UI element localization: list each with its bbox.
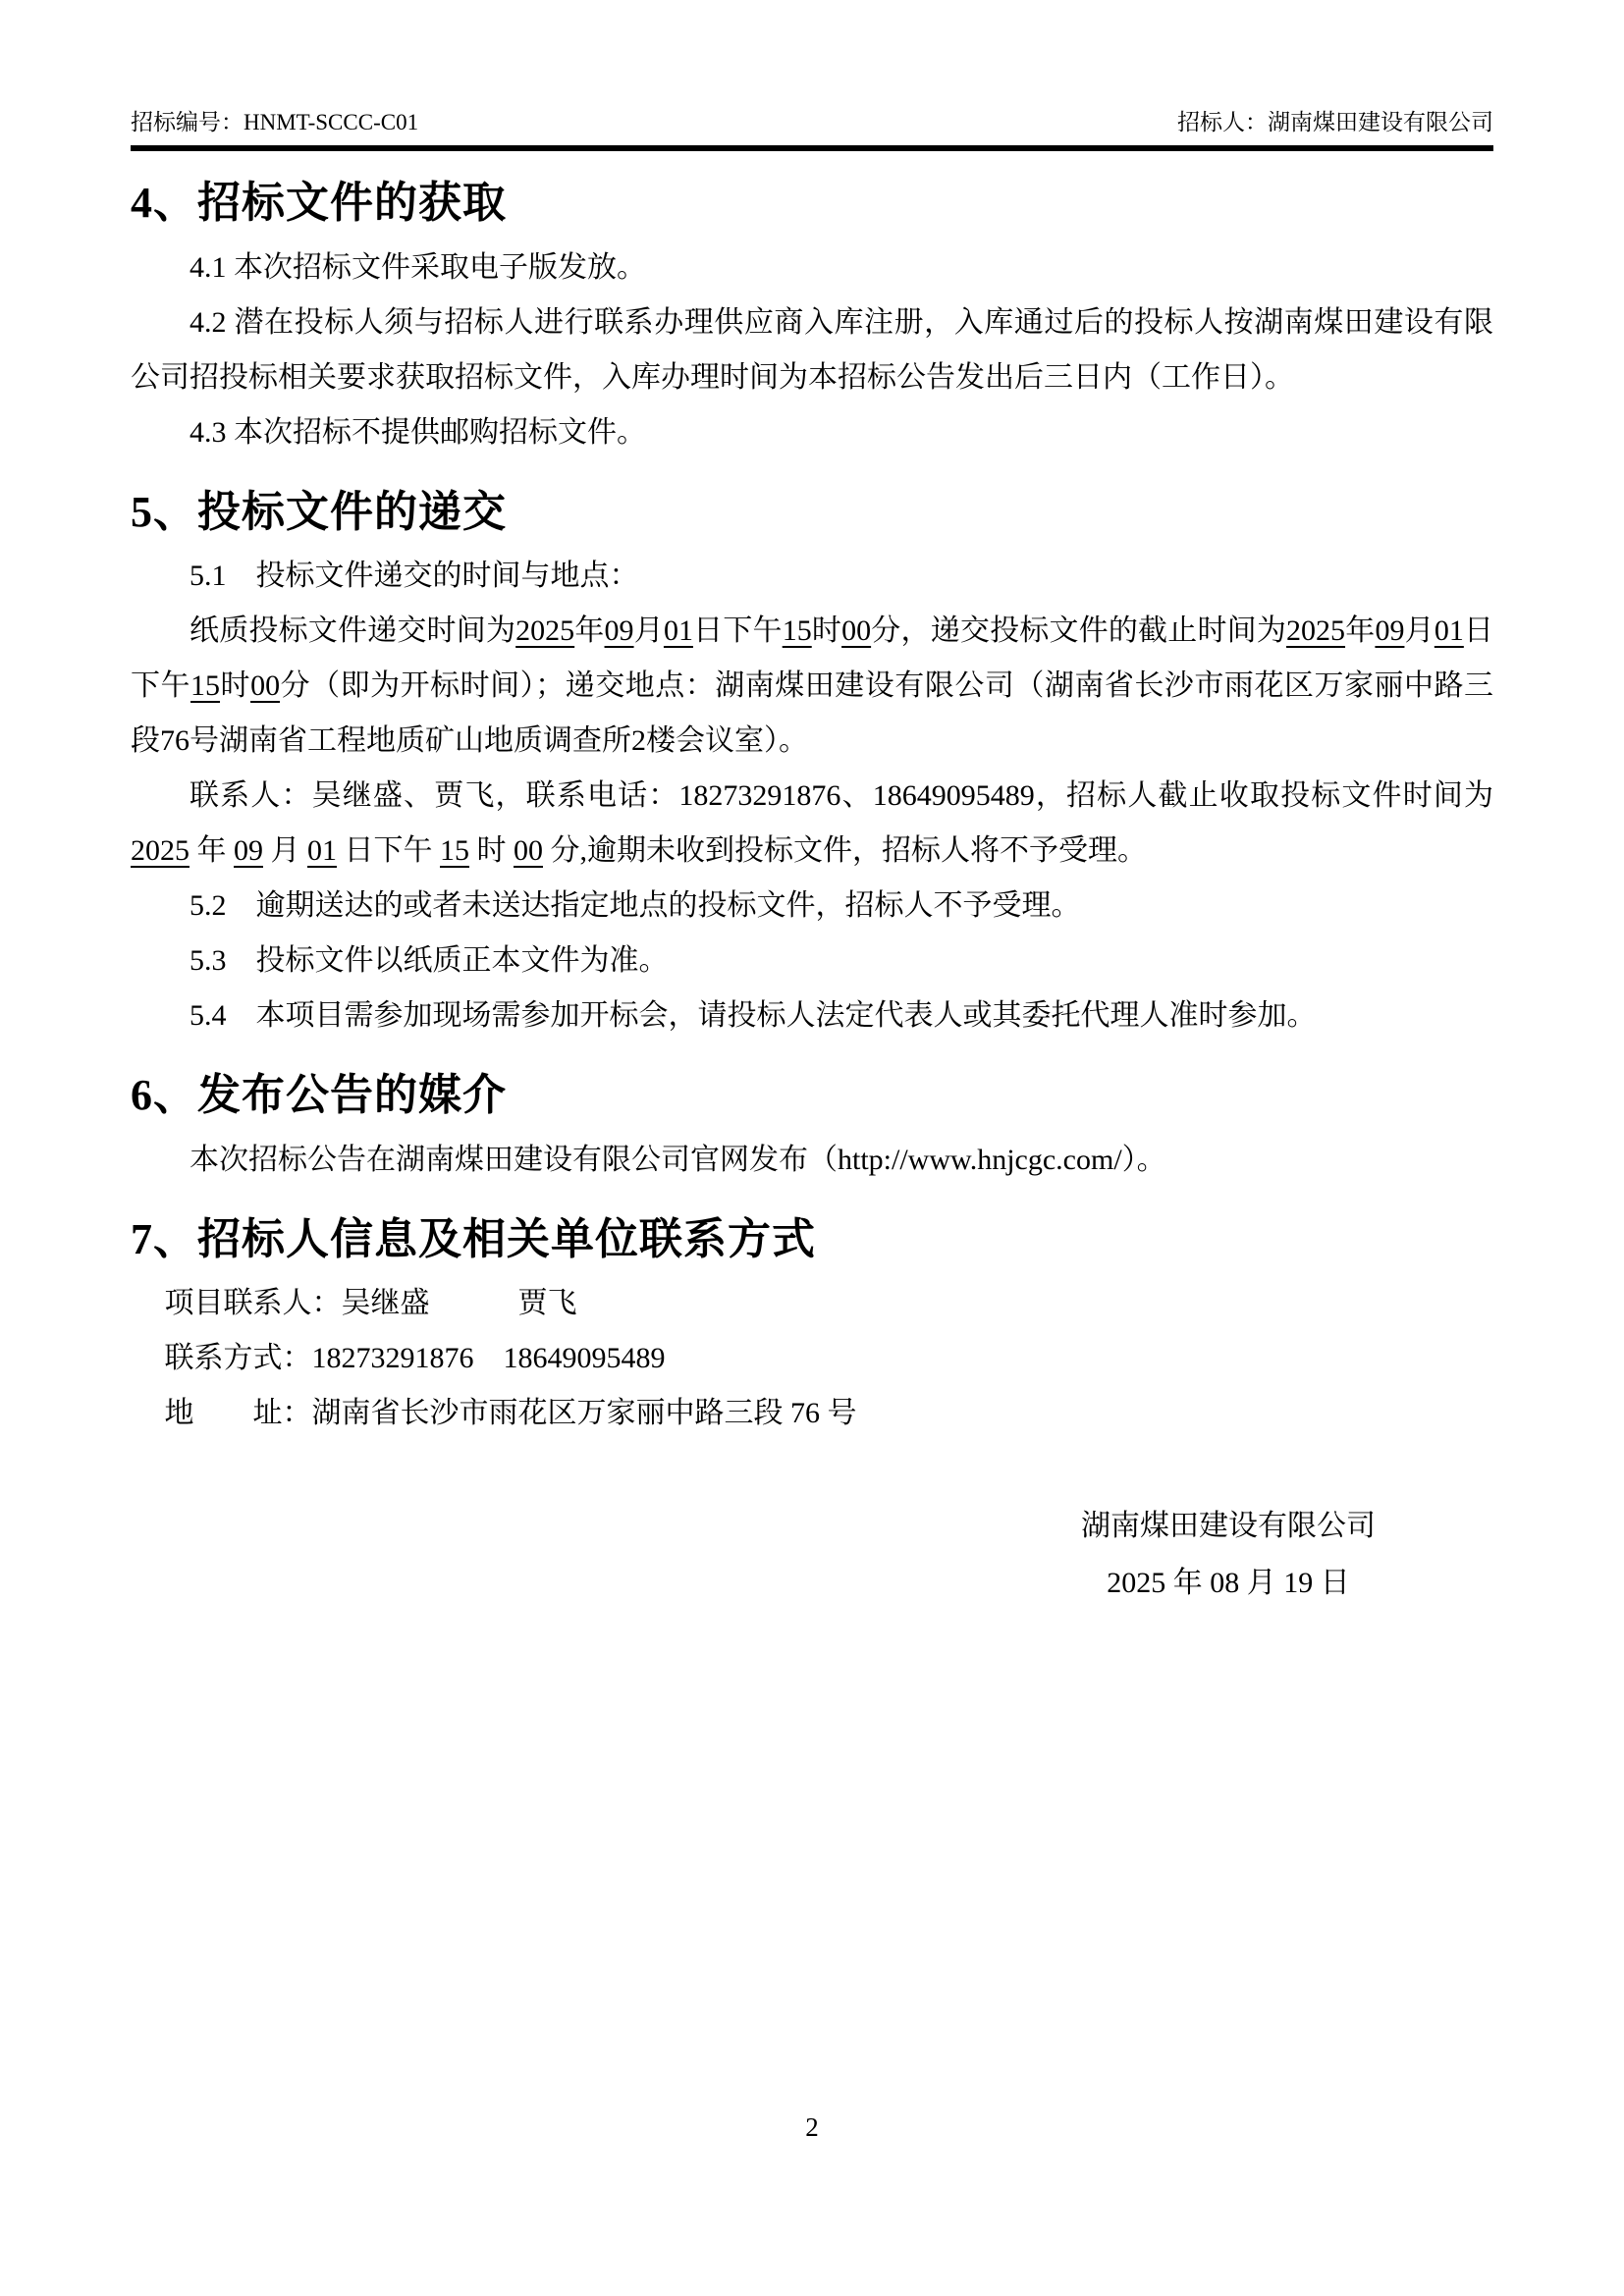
section-5-title: 5、投标文件的递交	[131, 487, 507, 536]
section-5	[131, 488, 1493, 1044]
para-5-contacts: 联系人：吴继盛、贾飞，联系电话：18273291876、18649095489，招标人截止收取投标文件时间为 2025 年 09 月 01 日下午 15 时 00 分,逾期未收到投标文件，招标人将不予受理。	[131, 779, 1493, 868]
section-7-title: 7、招标人信息及相关单位联系方式	[131, 1214, 816, 1263]
para-5-submission: 纸质投标文件递交时间为2025年09月01日下午15时00分，递交投标文件的截止时间为2025年09月01日下午15时00分（即为开标时间）；递交地点：湖南煤田建设有限公司（湖南省长沙市雨花区万家丽中路三段76号湖南省工程地质矿山地质调查所2楼会议室）。	[131, 614, 1494, 758]
header-tenderee: 招标人：湖南煤田建设有限公司	[1177, 110, 1493, 134]
signature-company: 湖南煤田建设有限公司	[1081, 1510, 1376, 1543]
signature-block	[1002, 1498, 1454, 1612]
signature-date: 2025 年 08 月 19 日	[1107, 1567, 1350, 1600]
para-4-3: 4.3 本次招标不提供邮购招标文件。	[189, 415, 646, 449]
para-5-2: 5.2 逾期送达的或者未送达指定地点的投标文件，招标人不予受理。	[189, 889, 1081, 923]
para-4-1: 4.1 本次招标文件采取电子版发放。	[189, 250, 646, 284]
para-5-3: 5.3 投标文件以纸质正本文件为准。	[189, 944, 669, 978]
section-6-title: 6、发布公告的媒介	[131, 1071, 507, 1120]
section-4	[131, 179, 1493, 460]
para-6-media: 本次招标公告在湖南煤田建设有限公司官网发布（http://www.hnjcgc.com/）。	[189, 1143, 1166, 1176]
project-contact-person: 项目联系人：吴继盛 贾飞	[164, 1287, 577, 1320]
page-number: 2	[805, 2112, 819, 2142]
section-4-title: 4、招标文件的获取	[131, 179, 507, 227]
project-contact-phone: 联系方式：18273291876 18649095489	[164, 1342, 666, 1375]
header-tender-number: 招标编号：HNMT-SCCC-C01	[131, 110, 419, 134]
para-5-1: 5.1 投标文件递交的时间与地点：	[189, 560, 639, 593]
section-7	[131, 1215, 1493, 1442]
para-5-4: 5.4 本项目需参加现场需参加开标会，请投标人法定代表人或其委托代理人准时参加。	[189, 999, 1317, 1033]
section-6	[131, 1071, 1493, 1188]
para-4-2: 4.2 潜在投标人须与招标人进行联系办理供应商入库注册，入库通过后的投标人按湖南煤田建设有限公司招投标相关要求获取招标文件，入库办理时间为本招标公告发出后三日内（工作日）。	[131, 305, 1493, 394]
page-header	[131, 108, 1493, 151]
project-address: 地 址：湖南省长沙市雨花区万家丽中路三段 76 号	[164, 1397, 857, 1430]
